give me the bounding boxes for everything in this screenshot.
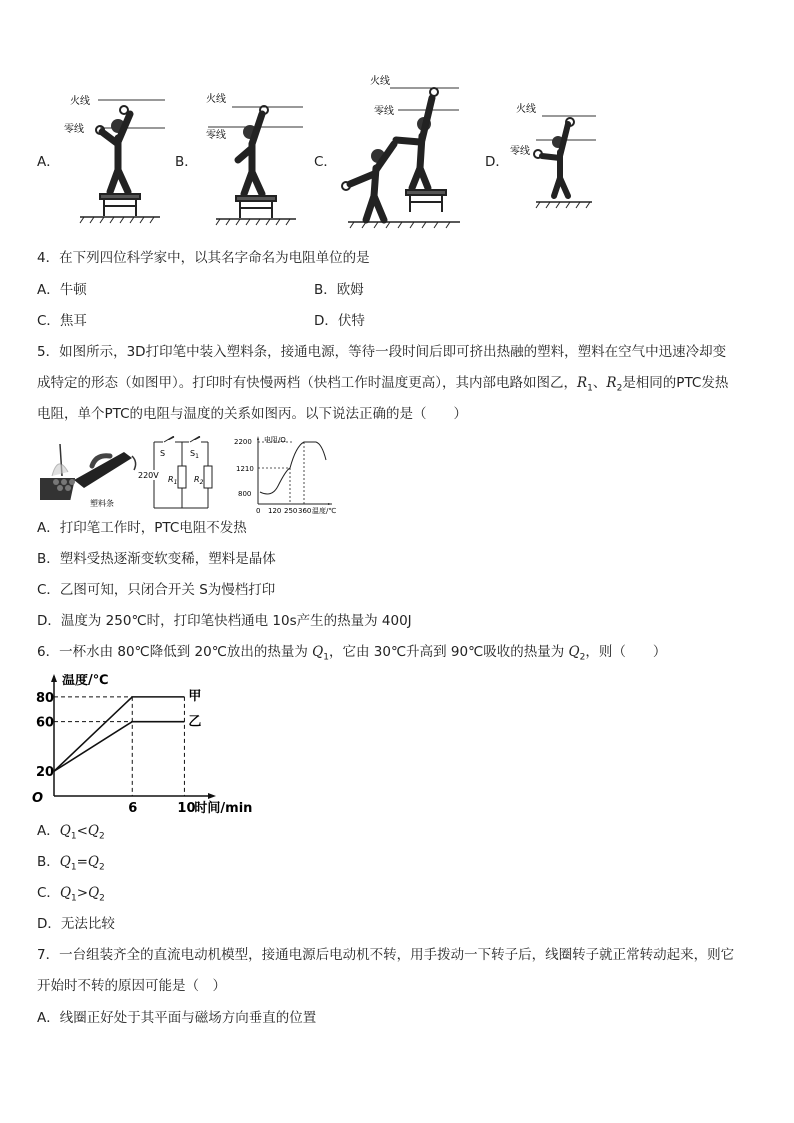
person-icon bbox=[238, 114, 262, 194]
x-axis-label: 时间/min bbox=[194, 801, 253, 814]
resistor-r1 bbox=[178, 466, 186, 488]
q4-option-b: B．欧姆 bbox=[314, 282, 364, 298]
svg-text:R1: $R_1$ bbox=[168, 475, 178, 486]
q3-option-c-label: C． bbox=[314, 154, 337, 170]
y-tick-label: 20 bbox=[36, 765, 55, 781]
y-tick-label: 80 bbox=[36, 690, 55, 706]
live-wire-label: 火线 bbox=[206, 94, 226, 105]
q3-option-d-label: D． bbox=[485, 154, 509, 170]
voltage-label: 220V bbox=[138, 471, 159, 480]
q4-option-a: A．牛顿 bbox=[37, 282, 87, 298]
person-on-ground-icon bbox=[350, 144, 394, 220]
stool-icon bbox=[236, 196, 276, 218]
live-wire-label: 火线 bbox=[70, 96, 90, 107]
svg-text:S1: $S_1$ bbox=[190, 449, 199, 460]
stool-icon bbox=[406, 190, 446, 212]
q5-stem-line2: 成特定的形态（如图甲）。打印时有快慢两档（快档工作时温度更高），其内部电路如图乙，$R_1$、$R_2$是相同的PTC发热 bbox=[37, 375, 729, 394]
q6-stem: 6．一杯水由 80℃降低到 20℃放出的热量为 $Q_1$，它由 30℃升高到 90℃吸收的热量为 $Q_2$，则（ ） bbox=[37, 644, 667, 663]
q5-figure-ptc-graph bbox=[228, 434, 338, 516]
q6-option-a: A．$Q_1<Q_2$ bbox=[37, 823, 105, 842]
svg-text:120: 120 bbox=[268, 507, 282, 515]
x-tick-label: 10 bbox=[177, 801, 196, 814]
neutral-wire-label: 零线 bbox=[374, 106, 394, 117]
series-line-1 bbox=[54, 697, 184, 771]
q5-option-a: A．打印笔工作时，PTC电阻不发热 bbox=[37, 520, 247, 536]
svg-text:0: 0 bbox=[256, 507, 261, 515]
q7-stem-line1: 7．一台组装齐全的直流电动机模型，接通电源后电动机不转，用手拨动一下转子后，线圈转子就正常转动起来，则它 bbox=[37, 947, 735, 963]
q3-figure-d bbox=[506, 96, 601, 216]
svg-text:360: 360 bbox=[298, 507, 312, 515]
neutral-wire-label: 零线 bbox=[510, 146, 530, 157]
stool-icon bbox=[100, 194, 140, 216]
q3-figure-c bbox=[334, 70, 464, 235]
person-icon bbox=[542, 124, 568, 196]
q7-stem-line2: 开始时不转的原因可能是（ ） bbox=[37, 978, 226, 994]
q5-stem-line3: 电阻，单个PTC的电阻与温度的关系如图丙。以下说法正确的是（ ） bbox=[37, 406, 468, 422]
q4-stem: 4．在下列四位科学家中，以其名字命名为电阻单位的是 bbox=[37, 250, 370, 266]
series-label: 乙 bbox=[188, 714, 202, 730]
x-axis-arrow bbox=[208, 793, 216, 799]
svg-text:1210: 1210 bbox=[236, 465, 254, 473]
q5-stem-line1: 5．如图所示，3D打印笔中装入塑料条，接通电源，等待一段时间后即可挤出热融的塑料，塑料在空气中迅速冷却变 bbox=[37, 344, 727, 360]
svg-text:电阻/Ω: 电阻/Ω bbox=[264, 436, 286, 444]
q6-temperature-chart bbox=[30, 674, 260, 814]
neutral-wire-label: 零线 bbox=[64, 124, 84, 135]
q3-figure-b bbox=[198, 80, 308, 230]
q3-option-b-label: B． bbox=[175, 154, 198, 170]
q5-option-c: C．乙图可知，只闭合开关 S为慢档打印 bbox=[37, 582, 276, 598]
series-label: 甲 bbox=[188, 688, 202, 704]
y-tick-label: 60 bbox=[36, 715, 55, 731]
person-on-stool-icon bbox=[396, 98, 432, 188]
q5-option-b: B．塑料受热逐渐变软变稀，塑料是晶体 bbox=[37, 551, 276, 567]
neutral-wire-label: 零线 bbox=[206, 130, 226, 141]
live-wire-label: 火线 bbox=[516, 104, 536, 115]
x-tick-label: 6 bbox=[128, 801, 138, 814]
q6-option-c: C．$Q_1>Q_2$ bbox=[37, 885, 105, 904]
q4-option-d: D．伏特 bbox=[314, 313, 365, 329]
pen-icon bbox=[74, 452, 132, 488]
q5-option-d: D．温度为 250℃时，打印笔快档通电 10s产生的热量为 400J bbox=[37, 613, 412, 629]
ptc-curve bbox=[260, 442, 326, 494]
y-axis-arrow bbox=[51, 674, 57, 682]
q7-option-a: A．线圈正好处于其平面与磁场方向垂直的位置 bbox=[37, 1010, 317, 1026]
svg-text:800: 800 bbox=[238, 490, 252, 498]
svg-text:250: 250 bbox=[284, 507, 298, 515]
q5-figure-circuit bbox=[138, 436, 228, 514]
origin-label: O bbox=[32, 791, 44, 806]
person-icon bbox=[102, 114, 130, 192]
series-line-2 bbox=[54, 722, 184, 772]
q6-option-b: B．$Q_1=Q_2$ bbox=[37, 854, 105, 873]
resistor-r2 bbox=[204, 466, 212, 488]
svg-text:S: S bbox=[160, 449, 166, 458]
q5-figure-3d-pen bbox=[40, 436, 140, 511]
svg-text:温度/℃: 温度/℃ bbox=[312, 507, 337, 515]
q3-option-a-label: A． bbox=[37, 154, 60, 170]
q6-option-d: D．无法比较 bbox=[37, 916, 115, 932]
q4-option-c: C．焦耳 bbox=[37, 313, 87, 329]
q3-figure-a bbox=[60, 80, 170, 230]
y-axis-label: 温度/℃ bbox=[62, 674, 109, 688]
svg-text:R2: $R_2$ bbox=[194, 475, 204, 486]
live-wire-label: 火线 bbox=[370, 76, 390, 87]
svg-text:2200: 2200 bbox=[234, 438, 252, 446]
plastic-strip-label: 塑料条 bbox=[90, 499, 114, 508]
